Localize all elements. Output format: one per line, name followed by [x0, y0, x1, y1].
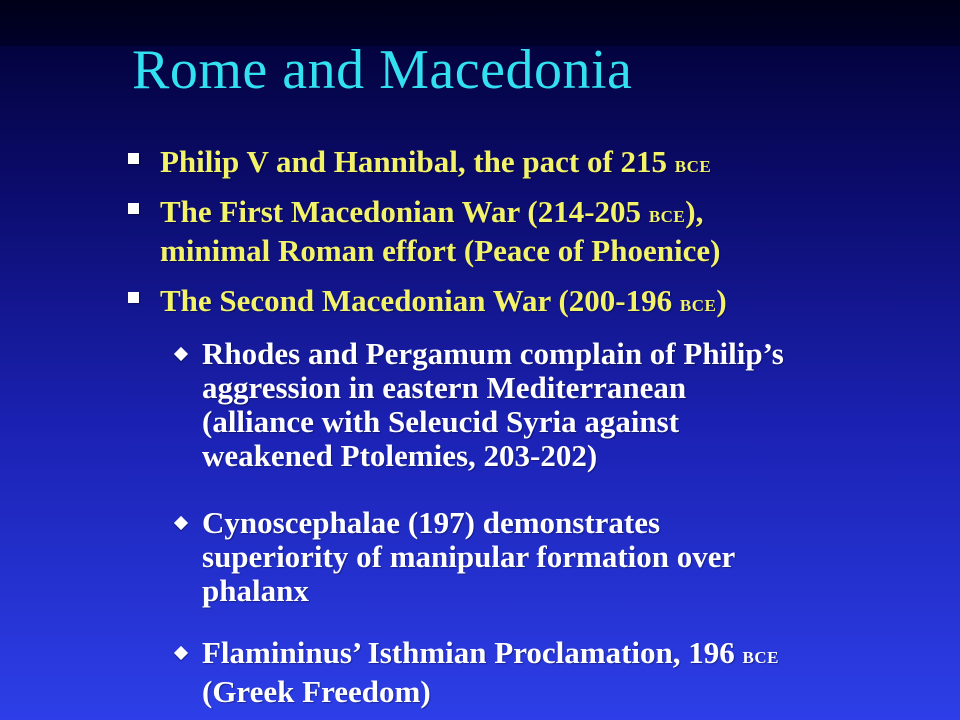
bullet-3-text-a: The Second Macedonian War (200-196 [160, 283, 680, 318]
bullet-3 [160, 284, 920, 323]
sub-bullet-3-text: Flamininus’ Isthmian Proclamation, 196 [202, 635, 743, 670]
bullet-1-era: BCE [674, 157, 712, 176]
bullet-3-text-b: ) [716, 283, 727, 318]
sub-bullet-3-line-2: (Greek Freedom) [202, 674, 431, 709]
square-bullet-icon [128, 292, 139, 303]
bullet-1-text: Philip V and Hannibal, the pact of 215 [160, 144, 675, 179]
sub-bullet-2-line: phalanx [202, 573, 309, 608]
sub-bullet-1-line: (alliance with Seleucid Syria against [202, 404, 680, 439]
sub-bullet-1-line: weakened Ptolemies, 203-202) [202, 438, 598, 473]
bullet-2 [160, 195, 920, 268]
diamond-bullet-icon [174, 347, 188, 361]
sub-bullet-3-line-1 [202, 636, 902, 675]
diamond-bullet-icon [174, 646, 188, 660]
sub-bullet-2 [202, 506, 902, 608]
sub-bullet-2-line: superiority of manipular formation over [202, 539, 736, 574]
square-bullet-icon [128, 203, 139, 214]
bullet-3-era: BCE [679, 296, 717, 315]
bullet-2-text-b: ), [685, 194, 704, 229]
slide-title: Rome and Macedonia [132, 39, 633, 101]
sub-bullet-3-era: BCE [742, 648, 780, 667]
sub-bullet-1-line: aggression in eastern Mediterranean [202, 370, 687, 405]
bullet-2-era: BCE [648, 207, 686, 226]
bullet-2-line-1 [160, 195, 920, 234]
diamond-bullet-icon [174, 516, 188, 530]
bullet-2-text-a: The First Macedonian War (214-205 [160, 194, 649, 229]
sub-bullet-1 [202, 337, 902, 473]
bullet-1 [160, 145, 920, 184]
bullet-2-line-2: minimal Roman effort (Peace of Phoenice) [160, 233, 721, 268]
sub-bullet-3 [202, 636, 902, 709]
square-bullet-icon [128, 153, 139, 164]
sub-bullet-1-line: Rhodes and Pergamum complain of Philip’s [202, 336, 784, 371]
sub-bullet-2-line: Cynoscephalae (197) demonstrates [202, 505, 661, 540]
